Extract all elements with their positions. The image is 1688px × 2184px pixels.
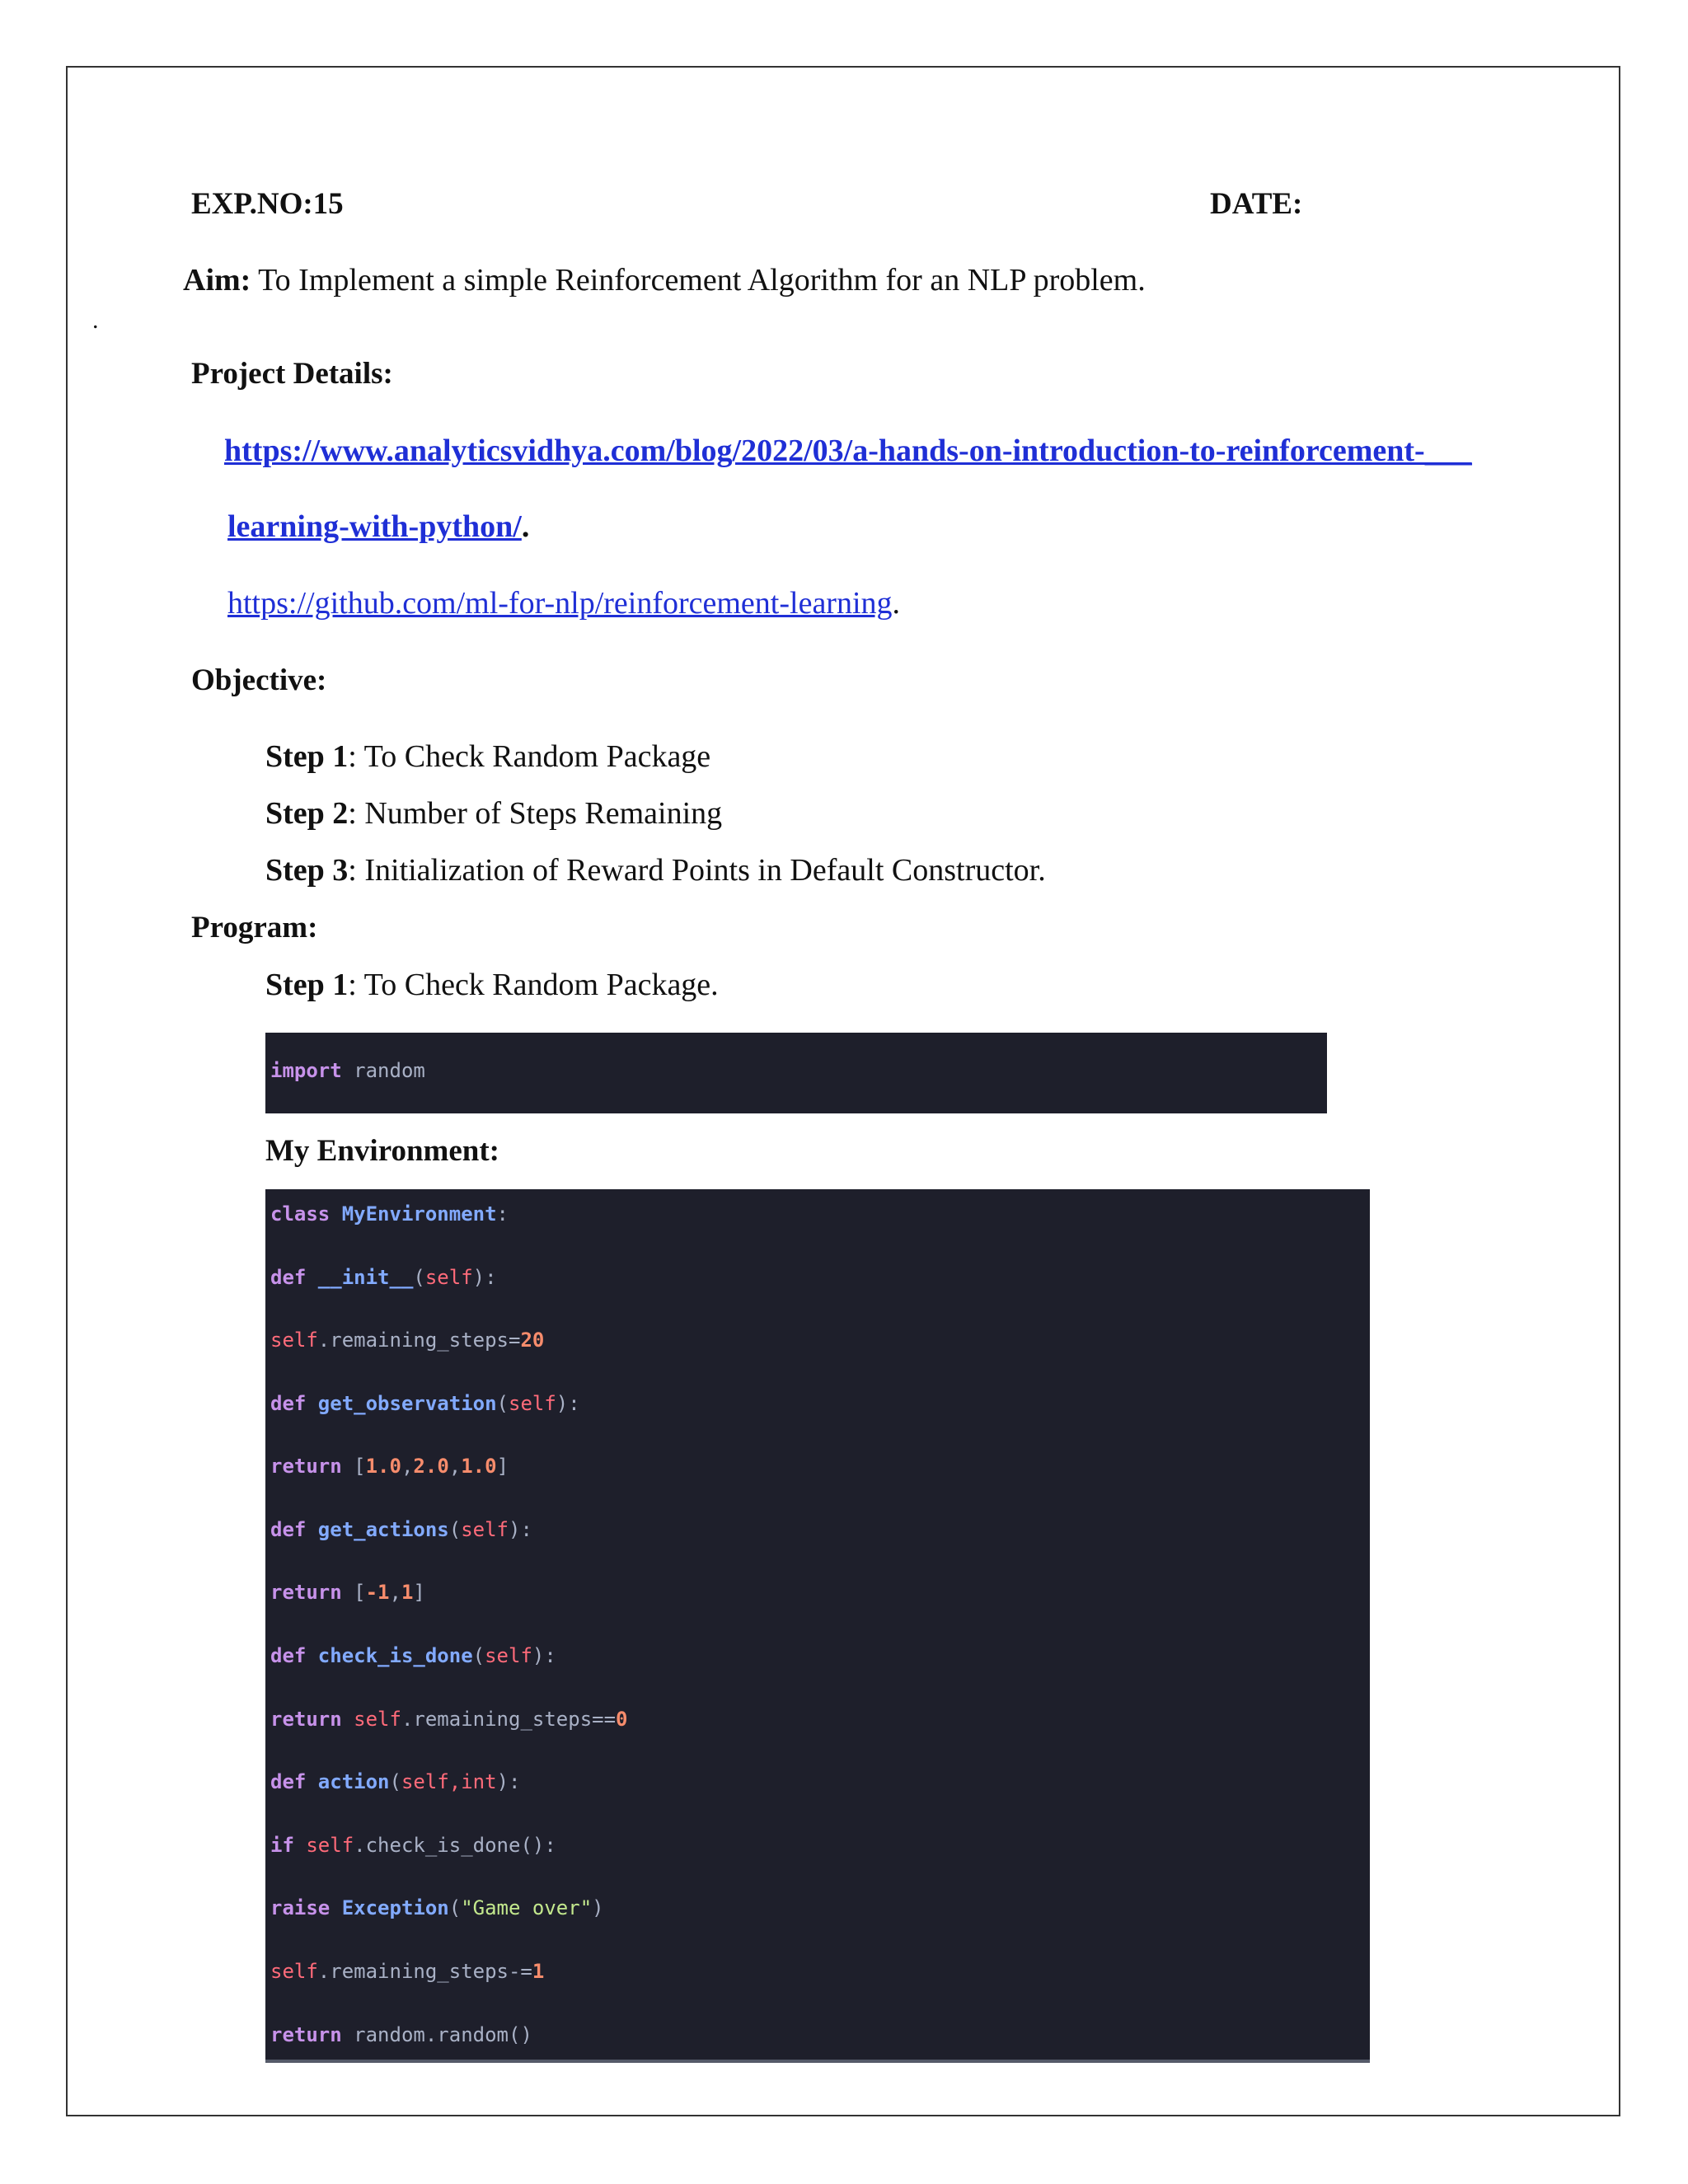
environment-code-block (265, 1189, 1370, 2063)
program-heading: Program: (191, 911, 318, 944)
link-analyticsvidhya-part2[interactable]: learning-with-python/ (227, 509, 522, 544)
code-line: def get_actions(self): (270, 1518, 532, 1541)
code-line: self.remaining_steps=20 (270, 1329, 545, 1352)
objective-heading: Objective: (191, 663, 327, 697)
step-text: : To Check Random Package (348, 739, 711, 774)
stray-mark: . (92, 307, 99, 334)
aim-label: Aim: (183, 263, 251, 298)
program-step-1 (265, 967, 719, 1003)
link-analyticsvidhya-line1[interactable] (224, 433, 1472, 469)
import-code-block (265, 1033, 1327, 1113)
experiment-number: EXP.NO:15 (191, 187, 344, 221)
code-line: if self.check_is_done(): (270, 1834, 556, 1857)
step-label: Step 2 (265, 796, 349, 831)
code-line: return [-1,1] (270, 1581, 425, 1604)
aim-text: To Implement a simple Reinforcement Algorithm for an NLP problem. (251, 263, 1146, 298)
objective-step-2 (265, 795, 722, 832)
code-line: return self.remaining_steps==0 (270, 1708, 628, 1731)
code-line: def check_is_done(self): (270, 1644, 556, 1667)
aim-line (183, 262, 1146, 298)
step-text: : Number of Steps Remaining (348, 796, 723, 831)
code-line: def get_observation(self): (270, 1392, 580, 1415)
code-line: class MyEnvironment: (270, 1202, 509, 1226)
code-line: def __init__(self): (270, 1266, 497, 1289)
step-text: : To Check Random Package. (348, 968, 719, 1002)
link1-period: . (521, 509, 530, 544)
project-details-heading: Project Details: (191, 357, 393, 391)
code-line: return random.random() (270, 2023, 532, 2046)
my-environment-heading: My Environment: (265, 1134, 500, 1168)
step-label: Step 3 (265, 853, 349, 888)
link-github-line[interactable] (227, 585, 900, 621)
code-line: raise Exception("Game over") (270, 1896, 604, 1919)
code-line: self.remaining_steps-=1 (270, 1960, 545, 1983)
step-label: Step 1 (265, 968, 349, 1002)
link-analyticsvidhya-line2[interactable] (227, 509, 529, 545)
code-line: def action(self,int): (270, 1770, 521, 1793)
code-line: return [1.0,2.0,1.0] (270, 1455, 509, 1478)
objective-step-1 (265, 738, 710, 775)
objective-step-3 (265, 852, 1046, 888)
step-label: Step 1 (265, 739, 349, 774)
code-line: import random (270, 1059, 425, 1082)
step-text: : Initialization of Reward Points in Default Constructor. (348, 853, 1046, 888)
link-analyticsvidhya-part1[interactable]: https://www.analyticsvidhya.com/blog/2022/03/a-hands-on-introduction-to-reinforcement-___ (224, 434, 1472, 468)
link-github[interactable]: https://github.com/ml-for-nlp/reinforcement-learning (227, 586, 893, 621)
link2-period: . (892, 586, 901, 621)
date-label: DATE: (1210, 187, 1303, 221)
